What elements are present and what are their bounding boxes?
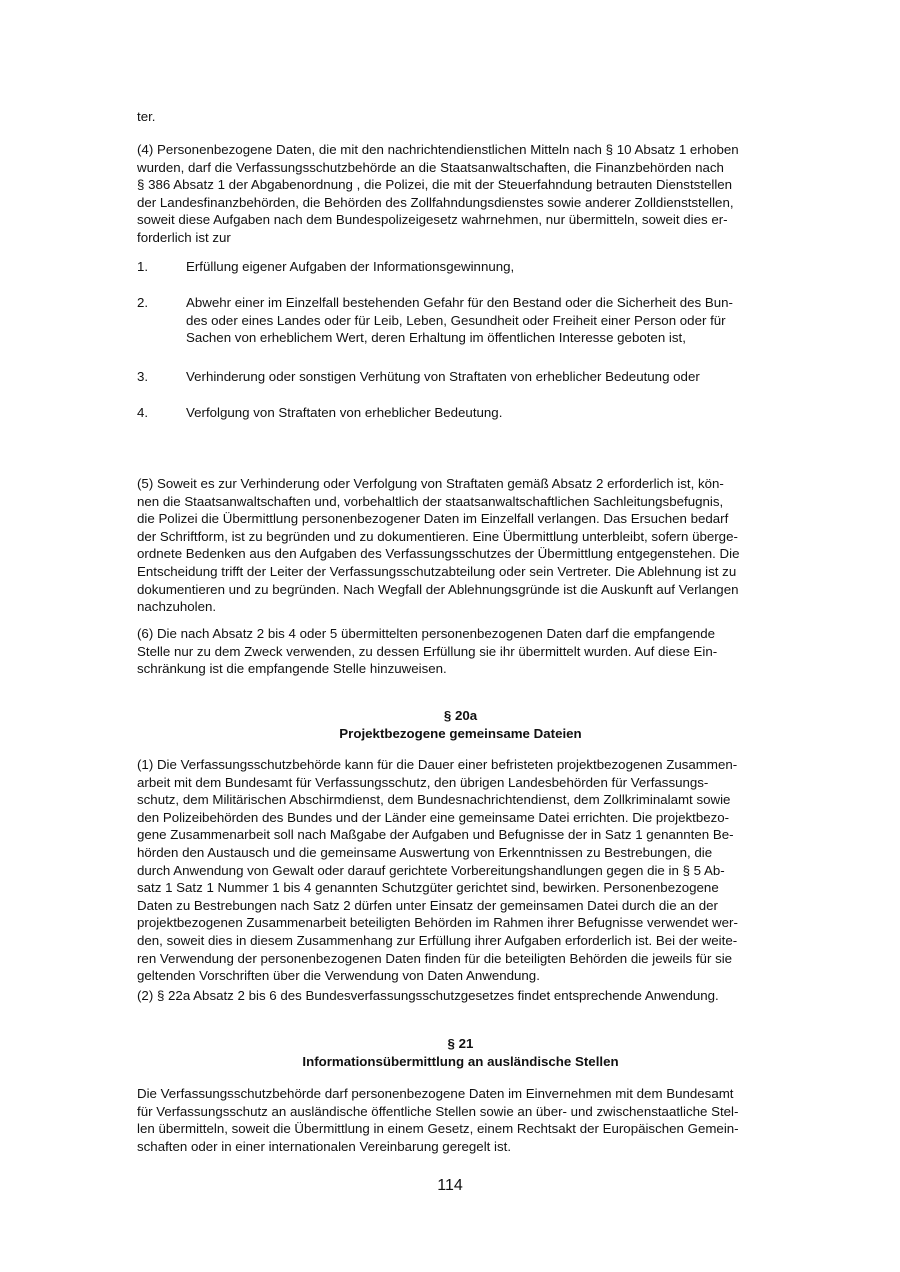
- section-20a-line: hörden den Austausch und die gemeinsame Auswertung von Erkenntnissen zu Bestrebungen, die: [137, 844, 713, 860]
- section-20a-number: § 20a: [443, 708, 478, 723]
- section-20a-heading: [137, 707, 784, 742]
- paragraph-5-line: Entscheidung trifft der Leiter der Verfassungsschutzabteilung oder sein Vertreter. Die Ablehnung ist zu: [137, 563, 737, 579]
- list-item-line: Abwehr einer im Einzelfall bestehenden Gefahr für den Bestand oder die Sicherheit des Bun-: [186, 295, 733, 310]
- section-20a-line: Daten zu Bestrebungen nach Satz 2 dürfen unter Einsatz der gemeinsamen Datei durch die an der: [137, 897, 718, 913]
- paragraph-5-line: die Polizei die Übermittlung personenbezogener Daten im Einzelfall verlangen. Das Ersuchen bedarf: [137, 511, 729, 527]
- section-20a-line: gene Zusammenarbeit soll nach Maßgabe der Aufgaben und Befugnisse der in Satz 1 genannten Be-: [137, 827, 734, 843]
- list-item-3-text: [186, 368, 700, 386]
- section-20a-title: Projektbezogene gemeinsame Dateien: [339, 725, 582, 741]
- section-20a-line: arbeit mit dem Bundesamt für Verfassungsschutz, den übrigen Landesbehörden für Verfassungs-: [137, 774, 709, 790]
- section-21-line: Die Verfassungsschutzbehörde darf personenbezogene Daten im Einvernehmen mit dem Bundesamt: [137, 1086, 734, 1101]
- list-item-line: Verfolgung von Straftaten von erheblicher Bedeutung.: [186, 405, 503, 420]
- section-21-line: für Verfassungsschutz an ausländische öffentliche Stellen sowie an über- und zwischenstaatliche Stel-: [137, 1103, 739, 1119]
- section-20a-paragraph-1: [137, 756, 738, 985]
- paragraph-5-line: der Schriftform, ist zu begründen und zu dokumentieren. Eine Übermittlung unterbleibt, sofern überge-: [137, 528, 738, 544]
- paragraph-4-line: § 386 Absatz 1 der Abgabenordnung , die Polizei, die mit der Steuerfahndung betrauten Dienststellen: [137, 177, 733, 193]
- list-item-line: des oder eines Landes oder für Leib, Leben, Gesundheit oder Freiheit einer Person oder für: [186, 312, 726, 328]
- list-item-line: Erfüllung eigener Aufgaben der Informationsgewinnung,: [186, 259, 515, 274]
- section-21-line: schaften oder in einer internationalen Vereinbarung geregelt ist.: [137, 1138, 512, 1154]
- paragraph-6-line: (6) Die nach Absatz 2 bis 4 oder 5 übermittelten personenbezogenen Daten darf die empfangende: [137, 626, 716, 641]
- list-item-line: Sachen von erheblichem Wert, deren Erhaltung im öffentlichen Interesse geboten ist,: [186, 330, 686, 346]
- section-20a-line: (1) Die Verfassungsschutzbehörde kann für die Dauer einer befristeten projektbezogenen Zusammen-: [137, 757, 738, 772]
- section-20a-paragraph-2: [137, 987, 719, 1005]
- paragraph-5-line: ordnete Bedenken aus den Aufgaben des Verfassungsschutzes der Übermittlung entgegenstehen. Die: [137, 546, 740, 562]
- paragraph-4-line: (4) Personenbezogene Daten, die mit den nachrichtendienstlichen Mitteln nach § 10 Absatz 1 erhoben: [137, 142, 739, 157]
- section-20a-line: den Polizeibehörden des Bundes und der Länder eine gemeinsame Datei errichten. Die projektbezo-: [137, 809, 730, 825]
- section-20a-line: den, soweit dies in diesem Zusammenhang zur Erfüllung ihrer Aufgaben erforderlich ist. Bei der weite-: [137, 932, 738, 948]
- section-21-line: len übermitteln, soweit die Übermittlung in einem Gesetz, einem Rechtsakt der Europäischen Gemein-: [137, 1121, 739, 1137]
- section-20a-line: geltenden Vorschriften über die Verwendung von Daten Anwendung.: [137, 968, 540, 984]
- fragment-text: ter.: [137, 109, 156, 124]
- paragraph-4-line: wurden, darf die Verfassungsschutzbehörde an die Staatsanwaltschaften, die Finanzbehörden nach: [137, 159, 724, 175]
- paragraph-6-line: Stelle nur zu dem Zweck verwenden, zu dessen Erfüllung sie ihr übermittelt wurden. Auf diese Ein-: [137, 643, 718, 659]
- section-20a-line: schutz, dem Militärischen Abschirmdienst, dem Bundesnachrichtendienst, dem Zollkriminalamt sowie: [137, 792, 731, 808]
- paragraph-4-line: der Landesfinanzbehörden, die Behörden des Zollfahndungsdienstes sowie anderer Zolldienststellen,: [137, 194, 734, 210]
- page-number: 114: [437, 1177, 463, 1194]
- paragraph-6-line: schränkung ist die empfangende Stelle hinzuweisen.: [137, 661, 447, 677]
- paragraph-4-line: forderlich ist zur: [137, 229, 231, 245]
- section-21-heading: [137, 1035, 784, 1070]
- paragraph-5: [137, 475, 739, 616]
- list-item-2-number: 2.: [137, 295, 149, 310]
- list-item-4-text: [186, 404, 502, 422]
- list-item-1-text: [186, 258, 514, 276]
- paragraph-5-line: nen die Staatsanwaltschaften und, vorbehaltlich der staatsanwaltschaftlichen Sachleitungsbefugnis,: [137, 493, 724, 509]
- section-20a-line: ren Verwendung der personenbezogenen Daten finden für die beteiligten Behörden die jeweils für sie: [137, 950, 733, 966]
- list-item-line: Verhinderung oder sonstigen Verhütung von Straftaten von erheblicher Bedeutung oder: [186, 369, 700, 384]
- paragraph-4: [137, 141, 739, 247]
- list-item-2-text: [186, 294, 733, 347]
- list-item-4-number: 4.: [137, 405, 149, 420]
- section-20a-line: durch Anwendung von Gewalt oder darauf gerichtete Vorbereitungshandlungen gegen die in § 5 Ab-: [137, 862, 725, 878]
- paragraph-5-line: nachzuholen.: [137, 599, 217, 615]
- paragraph-5-line: (5) Soweit es zur Verhinderung oder Verfolgung von Straftaten gemäß Absatz 2 erforderlich ist, kön-: [137, 476, 724, 491]
- paragraph-6: [137, 625, 717, 678]
- paragraph-5-line: dokumentieren und zu begründen. Nach Wegfall der Ablehnungsgründe ist die Auskunft auf Verlangen: [137, 581, 739, 597]
- list-item-3-number: 3.: [137, 369, 149, 384]
- paragraph-4-line: soweit diese Aufgaben nach dem Bundespolizeigesetz wahrnehmen, nur übermitteln, soweit dies er-: [137, 212, 728, 228]
- section-20a-line: projektbezogenen Zusammenarbeit beteiligten Behörden im Rahmen ihrer Befugnisse verwendet wer-: [137, 915, 738, 931]
- section-20a-line: (2) § 22a Absatz 2 bis 6 des Bundesverfassungsschutzgesetzes findet entsprechende Anwendung.: [137, 988, 719, 1003]
- list-item-1-number: 1.: [137, 259, 149, 274]
- section-21-paragraph: [137, 1085, 739, 1155]
- section-20a-line: satz 1 Satz 1 Nummer 1 bis 4 genannten Schutzgüter gerichtet sind, bewirken. Personenbezogene: [137, 880, 719, 896]
- section-21-title: Informationsübermittlung an ausländische Stellen: [302, 1053, 619, 1069]
- section-21-number: § 21: [447, 1036, 474, 1051]
